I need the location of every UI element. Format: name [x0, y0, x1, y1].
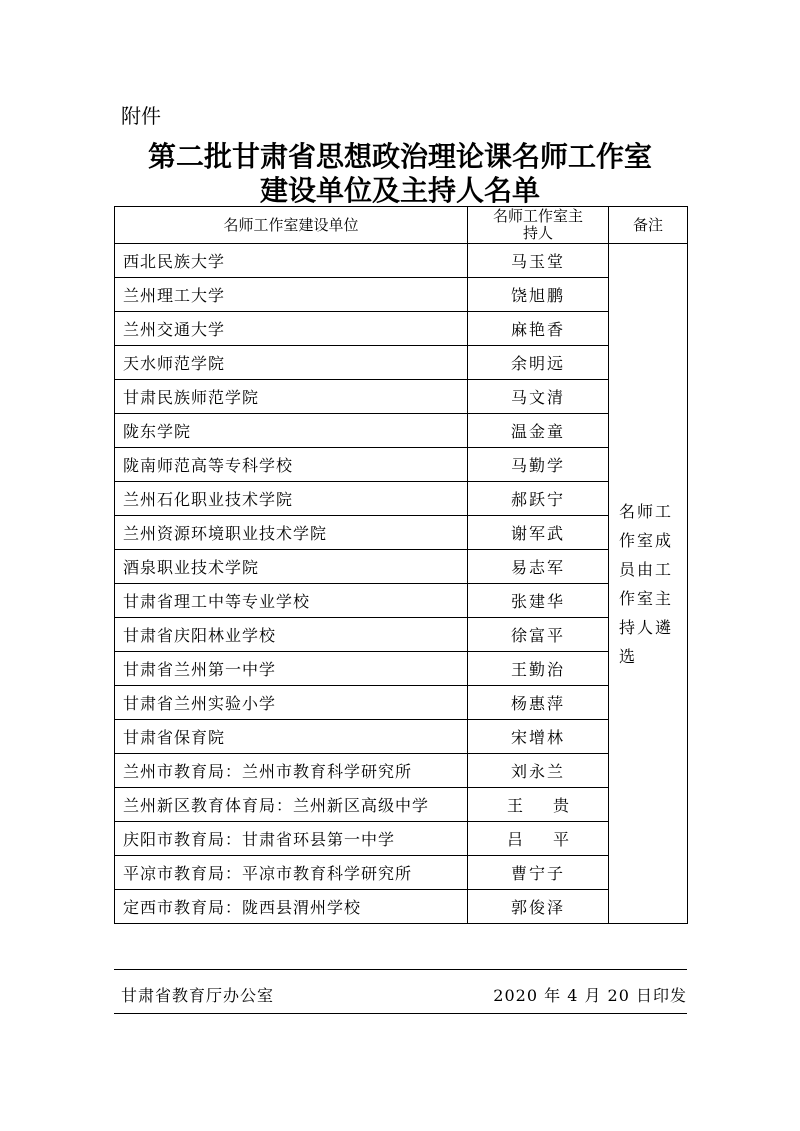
host-cell: 徐富平 [468, 618, 609, 652]
document-title-line-2: 建设单位及主持人名单 [259, 174, 540, 207]
table-body [115, 244, 688, 924]
unit-cell: 陇南师范高等专科学校 [115, 448, 468, 482]
table-header-row [115, 207, 688, 244]
table-row [115, 720, 688, 754]
table-row [115, 346, 688, 380]
unit-cell: 天水师范学院 [115, 346, 468, 380]
table-row [115, 482, 688, 516]
footer-top-rule [114, 969, 687, 970]
unit-cell: 甘肃省理工中等专业学校 [115, 584, 468, 618]
table-row [115, 414, 688, 448]
header-note: 备注 [609, 207, 688, 244]
table-row [115, 618, 688, 652]
table-row [115, 890, 688, 924]
table-row [115, 244, 688, 278]
note-cell [609, 244, 688, 924]
host-cell: 余明远 [468, 346, 609, 380]
unit-cell: 兰州交通大学 [115, 312, 468, 346]
host-cell: 马玉堂 [468, 244, 609, 278]
header-host: 名师工作室主持人 [468, 207, 609, 244]
host-cell: 郝跃宁 [468, 482, 609, 516]
host-cell: 刘永兰 [468, 754, 609, 788]
table-row [115, 448, 688, 482]
attachment-label: 附件 [121, 104, 161, 128]
table-row [115, 584, 688, 618]
table-row [115, 788, 688, 822]
host-cell: 郭俊泽 [468, 890, 609, 924]
host-cell: 吕平 [468, 822, 609, 856]
unit-cell: 甘肃省庆阳林业学校 [115, 618, 468, 652]
unit-cell: 兰州石化职业技术学院 [115, 482, 468, 516]
table-row [115, 686, 688, 720]
table-row [115, 312, 688, 346]
unit-cell: 酒泉职业技术学院 [115, 550, 468, 584]
table-row [115, 822, 688, 856]
unit-cell: 甘肃省保育院 [115, 720, 468, 754]
host-cell: 张建华 [468, 584, 609, 618]
footer-issuer: 甘肃省教育厅办公室 [121, 986, 275, 1005]
unit-cell: 甘肃省兰州实验小学 [115, 686, 468, 720]
unit-cell: 兰州市教育局：兰州市教育科学研究所 [115, 754, 468, 788]
table-row [115, 550, 688, 584]
table-row [115, 652, 688, 686]
host-cell: 马勤学 [468, 448, 609, 482]
table-row [115, 516, 688, 550]
host-cell: 马文清 [468, 380, 609, 414]
unit-cell: 庆阳市教育局：甘肃省环县第一中学 [115, 822, 468, 856]
table-row [115, 754, 688, 788]
unit-cell: 定西市教育局：陇西县渭州学校 [115, 890, 468, 924]
unit-cell: 兰州资源环境职业技术学院 [115, 516, 468, 550]
note-text: 名师工作室成员由工作室主持人遴选 [619, 501, 674, 666]
host-cell: 易志军 [468, 550, 609, 584]
unit-cell: 甘肃省兰州第一中学 [115, 652, 468, 686]
host-cell: 王贵 [468, 788, 609, 822]
footer-date: 2020 年 4 月 20 日印发 [493, 986, 687, 1005]
unit-cell: 甘肃民族师范学院 [115, 380, 468, 414]
unit-cell: 兰州新区教育体育局：兰州新区高级中学 [115, 788, 468, 822]
table-row [115, 856, 688, 890]
unit-cell: 兰州理工大学 [115, 278, 468, 312]
host-cell: 温金童 [468, 414, 609, 448]
table-row [115, 380, 688, 414]
host-cell: 杨惠萍 [468, 686, 609, 720]
host-cell: 王勤治 [468, 652, 609, 686]
table-row [115, 278, 688, 312]
studio-roster-table [114, 206, 688, 924]
header-unit: 名师工作室建设单位 [115, 207, 468, 244]
document-title-line-1: 第二批甘肃省思想政治理论课名师工作室 [147, 140, 652, 173]
host-cell: 麻艳香 [468, 312, 609, 346]
unit-cell: 西北民族大学 [115, 244, 468, 278]
host-cell: 曹宁子 [468, 856, 609, 890]
unit-cell: 陇东学院 [115, 414, 468, 448]
footer-bottom-rule [114, 1013, 687, 1014]
host-cell: 饶旭鹏 [468, 278, 609, 312]
host-cell: 谢军武 [468, 516, 609, 550]
host-cell: 宋增林 [468, 720, 609, 754]
unit-cell: 平凉市教育局：平凉市教育科学研究所 [115, 856, 468, 890]
